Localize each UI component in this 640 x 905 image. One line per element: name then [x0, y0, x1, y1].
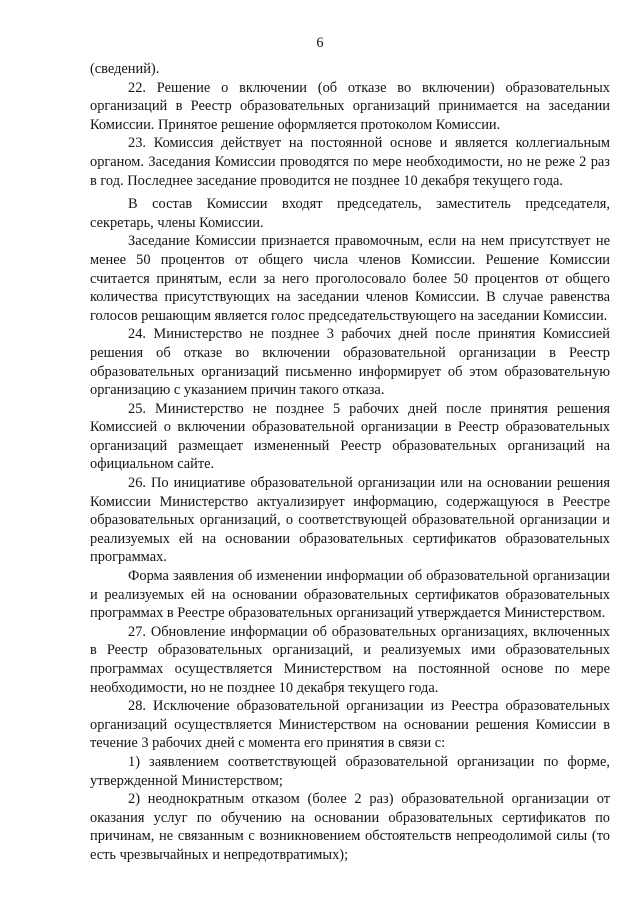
paragraph-subitem-2: 2) неоднократным отказом (более 2 раз) образовательной организации от оказания услуг по обучению на основании образовательных сертификатов по причинам, не связанным с возникновением обстоятельств непреодолимой силы (то есть чрезвычайных и непредотвратимых); — [90, 791, 610, 863]
paragraph-item-25: 25. Министерство не позднее 5 рабочих дней после принятия решения Комиссией о включении образовательной организации в Реестр образовательных организаций размещает измененный Реестр образовательных организаций на официальном сайте. — [90, 400, 610, 473]
paragraph-item-24: 24. Министерство не позднее 3 рабочих дней после принятия Комиссией решения об отказе во включении образовательной организации в Реестр образовательных организаций письменно информирует об этом образовательную организацию с указанием причин такого отказа. — [90, 326, 610, 399]
document-body — [90, 60, 610, 865]
paragraph-change-form: Форма заявления об изменении информации об образовательной организации и реализуемых ей на основании образовательных сертификатов образовательных программах в Реестре образовательных организаций утверждается Министерством. — [90, 568, 610, 622]
paragraph-item-23: 23. Комиссия действует на постоянной основе и является коллегиальным органом. Заседания Комиссии проводятся по мере необходимости, но не реже 2 раз в год. Последнее заседание проводится не позднее 10 декабря текущего года. — [90, 135, 610, 189]
paragraph-commission-composition: В состав Комиссии входят председатель, заместитель председателя, секретарь, члены Комиссии. — [90, 196, 610, 231]
paragraph-quorum: Заседание Комиссии признается правомочным, если на нем присутствует не менее 50 процентов от общего числа членов Комиссии. Решение Комиссии считается принятым, если за него проголосовало более 50 процентов от общего количества присутствующих на заседании членов Комиссии. В случае равенства голосов решающим является голос председательствующего на заседании Комиссии. — [90, 233, 610, 324]
paragraph-continuation: (сведений). — [90, 61, 160, 77]
page-number: 6 — [316, 35, 324, 51]
paragraph-item-28: 28. Исключение образовательной организации из Реестра образовательных организаций осуществляется Министерством на основании решения Комиссии в течение 3 рабочих дней с момента его принятия в связи с: — [90, 698, 610, 752]
paragraph-item-26: 26. По инициативе образовательной организации или на основании решения Комиссии Министерство актуализирует информацию, содержащуюся в Реестре образовательных организаций, о соответствующей образовательной организации и реализуемых ей на основании образовательных сертификатов образовательных программах. — [90, 475, 610, 566]
paragraph-item-22: 22. Решение о включении (об отказе во включении) образовательных организаций в Реестр образовательных организаций принимается на заседании Комиссии. Принятое решение оформляется протоколом Комиссии. — [90, 79, 610, 133]
paragraph-item-27: 27. Обновление информации об образовательных организациях, включенных в Реестр образовательных организаций, и реализуемых ими образовательных программах осуществляется Министерством на постоянной основе по мере необходимости, но не позднее 10 декабря текущего года. — [90, 623, 610, 696]
paragraph-subitem-1: 1) заявлением соответствующей образовательной организации по форме, утвержденной Министерством; — [90, 753, 610, 789]
